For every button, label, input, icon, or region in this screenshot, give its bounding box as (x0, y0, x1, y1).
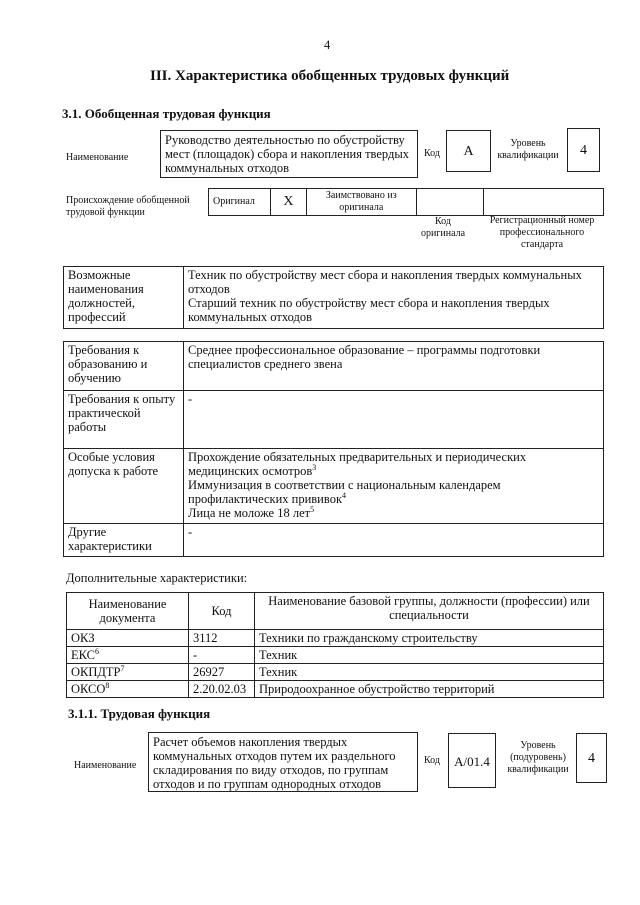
gtf-origin-label: Происхождение обобщенной трудовой функции (66, 195, 190, 218)
req-experience-value: - (184, 391, 604, 449)
requirements-table (63, 341, 604, 557)
origin-table (208, 188, 604, 216)
additional-doc: ОКЗ (67, 630, 189, 647)
req-special-line: Иммунизация в соответствии с национальным календарем профилактических прививок$^4$ (188, 478, 501, 506)
tf-code-label: Код (424, 755, 440, 766)
additional-heading: Дополнительные характеристики: (66, 571, 248, 585)
reg-number-cell (484, 189, 604, 216)
tf-code-value: A/01.4 (448, 733, 496, 788)
additional-name: Техник (255, 664, 604, 681)
positions-label: Возможные наименования должностей, профессий (64, 267, 184, 329)
additional-header-name: Наименование базовой группы, должности (профессии) или специальности (255, 593, 604, 630)
req-other-label: Другие характеристики (64, 524, 184, 557)
req-special-line: Лица не моложе 18 лет$^5$ (188, 504, 315, 520)
additional-doc: ОКПДТР$^7$ (67, 664, 189, 681)
position-item: Старший техник по обустройству мест сбора и накопления твердых коммунальных отходов (188, 296, 550, 324)
gtf-level-value: 4 (567, 128, 600, 172)
original-mark: X (270, 189, 306, 216)
tf-level-value: 4 (576, 733, 607, 783)
positions-values (184, 267, 604, 329)
additional-doc: ОКСО$^8$ (67, 681, 189, 698)
additional-name: Техник (255, 647, 604, 664)
positions-table (63, 266, 604, 329)
additional-code: 2.20.02.03 (189, 681, 255, 698)
page-number: 4 (324, 38, 331, 52)
gtf-name-label: Наименование (66, 152, 129, 163)
gtf-heading: 3.1. Обобщенная трудовая функция (62, 106, 271, 121)
gtf-code-value: A (446, 130, 491, 172)
tf-heading: 3.1.1. Трудовая функция (68, 706, 211, 721)
additional-code: 26927 (189, 664, 255, 681)
tf-level-label: Уровень (подуровень) квалификации (507, 740, 569, 775)
additional-name: Природоохранное обустройство территорий (255, 681, 604, 698)
additional-table (66, 592, 604, 698)
tf-name-label: Наименование (74, 760, 137, 771)
req-experience-label: Требования к опыту практической работы (64, 391, 184, 449)
code-original-cell (416, 189, 484, 216)
gtf-name-value: Руководство деятельностью по обустройству мест (площадок) сбора и накопления твердых коммунальных отходов (160, 130, 418, 178)
section-title: III. Характеристика обобщенных трудовых функций (150, 68, 510, 84)
req-other-value: - (184, 524, 604, 557)
req-special-value (184, 449, 604, 524)
tf-name-value: Расчет объемов накопления твердых коммунальных отходов путем их раздельного складирования по виду отходов, по группам отходов и по группам однородных отходов (148, 732, 418, 792)
additional-code: - (189, 647, 255, 664)
additional-header-doc: Наименование документа (67, 593, 189, 630)
additional-header-code: Код (189, 593, 255, 630)
additional-name: Техники по гражданскому строительству (255, 630, 604, 647)
borrowed-label: Заимствовано из оригинала (306, 189, 416, 216)
gtf-code-label: Код (424, 148, 440, 159)
gtf-level-label: Уровень квалификации (497, 138, 559, 161)
position-item: Техник по обустройству мест сбора и накопления твердых коммунальных отходов (188, 268, 582, 296)
req-education-label: Требования к образованию и обучению (64, 342, 184, 391)
req-special-label: Особые условия допуска к работе (64, 449, 184, 524)
req-special-line: Прохождение обязательных предварительных и периодических медицинских осмотров$^3$ (188, 450, 527, 478)
additional-doc: ЕКС$^6$ (67, 647, 189, 664)
additional-code: 3112 (189, 630, 255, 647)
code-original-label: Код оригинала (420, 216, 466, 239)
original-label: Оригинал (209, 189, 271, 216)
req-education-value: Среднее профессиональное образование – программы подготовки специалистов среднего звена (184, 342, 604, 391)
reg-number-label: Регистрационный номер профессионального стандарта (489, 215, 595, 250)
